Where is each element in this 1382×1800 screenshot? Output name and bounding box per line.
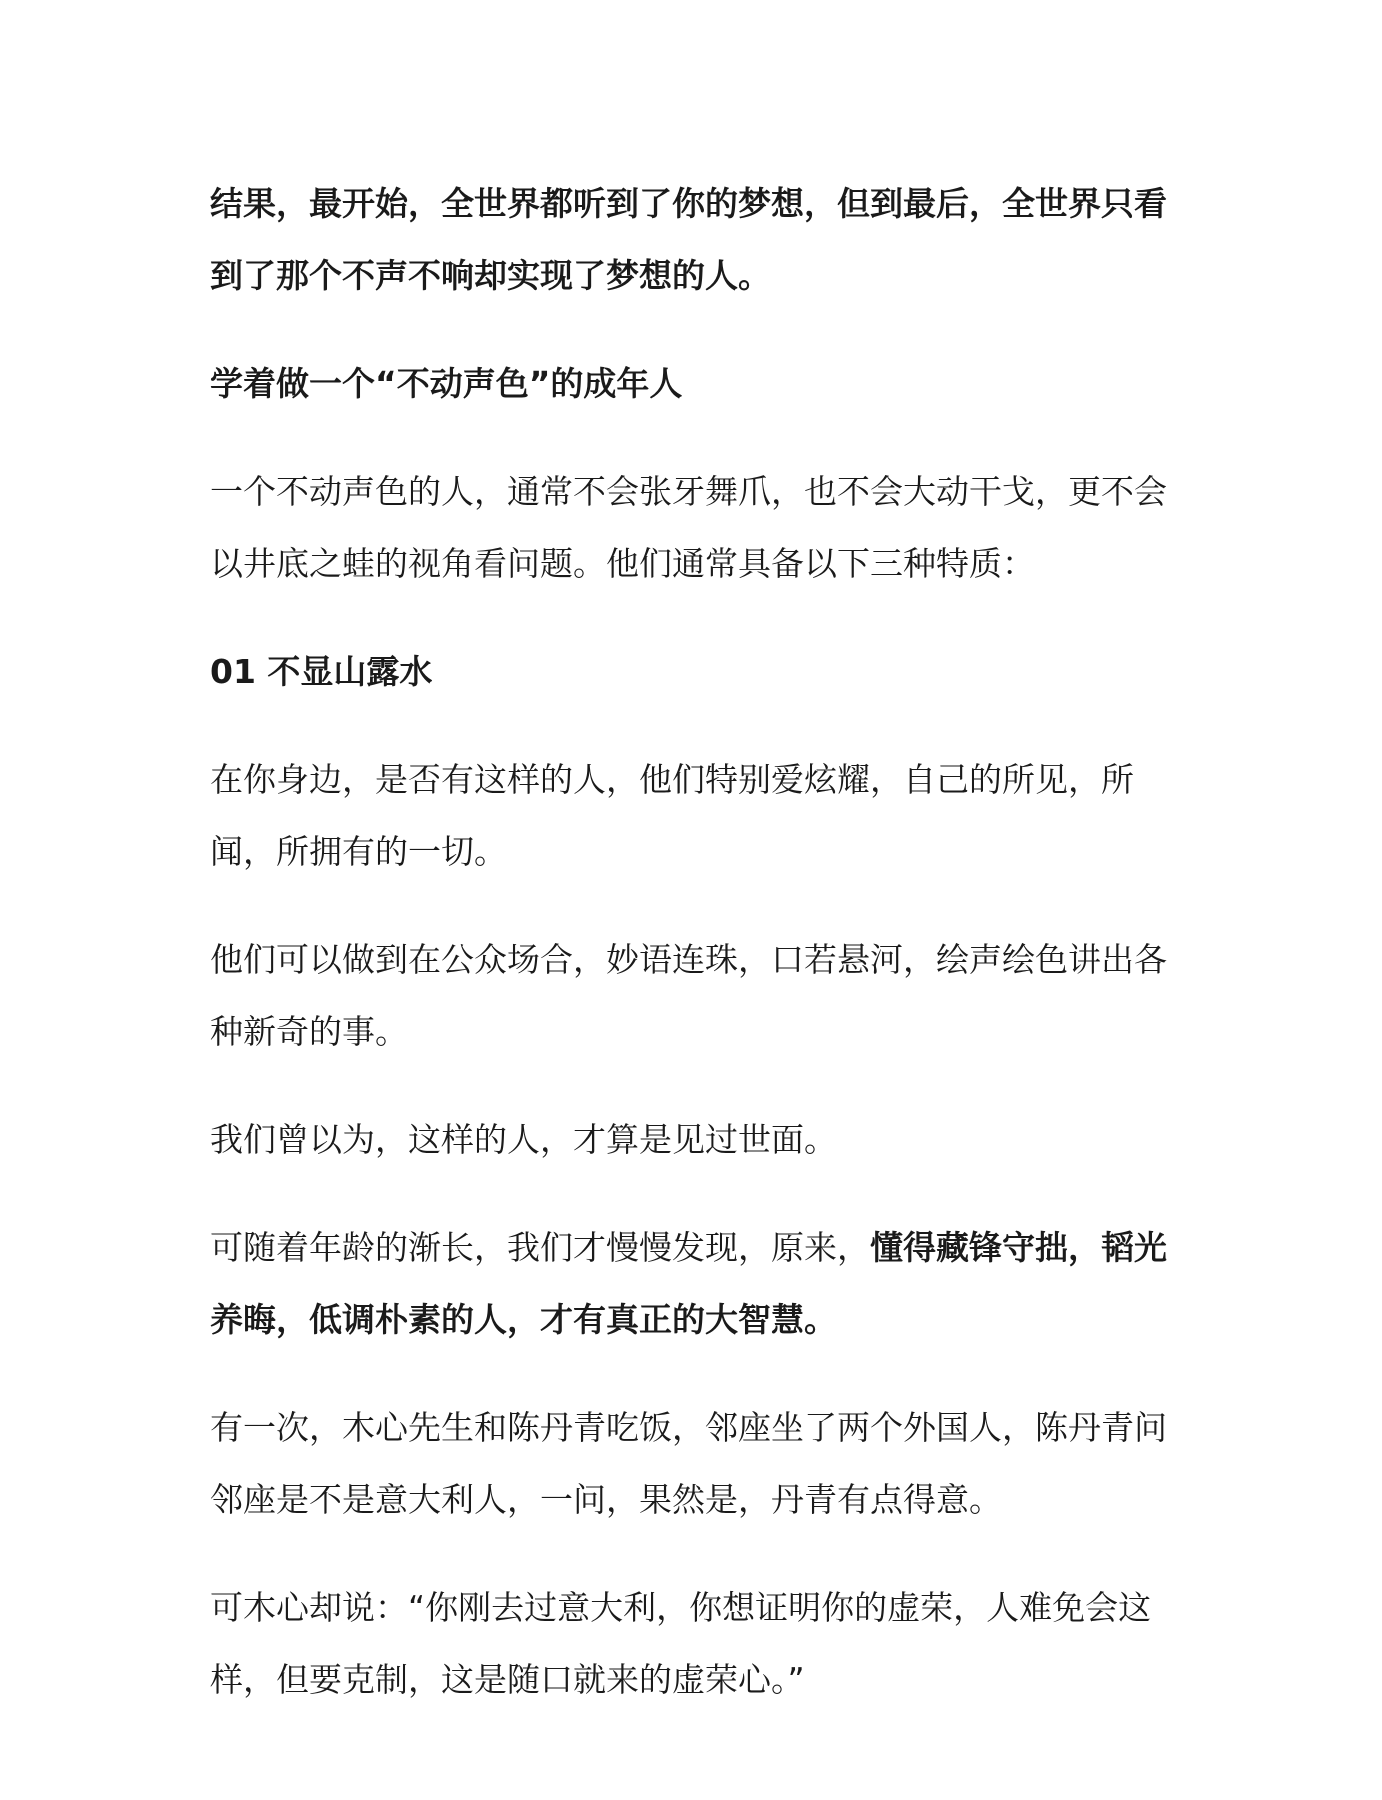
paragraph-wisdom [210,1212,1190,1356]
paragraph-show-off: 在你身边，是否有这样的人，他们特别爱炫耀，自己的所见，所闻，所拥有的一切。 [210,760,1134,871]
paragraph-wisdom-bold: 懂得藏锋守拙，韬光养晦，低调朴素的人，才有真正的大智慧。 [210,1228,1167,1339]
section-heading-title: 学着做一个“不动声色”的成年人 [210,364,683,403]
paragraph-conclusion: 结果，最开始，全世界都听到了你的梦想，但到最后，全世界只看到了那个不声不响却实现了梦想的人。 [210,184,1167,295]
section-heading-01: 01 不显山露水 [210,652,433,691]
paragraph-wisdom-normal: 可随着年龄的渐长，我们才慢慢发现，原来， [210,1228,870,1267]
document-page [210,168,1190,1752]
paragraph-quote: 可木心却说：“你刚去过意大利，你想证明你的虚荣，人难免会这样，但要克制，这是随口就来的虚荣心。” [210,1588,1152,1699]
paragraph-seen-world: 我们曾以为，这样的人，才算是见过世面。 [210,1120,837,1159]
paragraph-anecdote: 有一次，木心先生和陈丹青吃饭，邻座坐了两个外国人，陈丹青问邻座是不是意大利人，一问，果然是，丹青有点得意。 [210,1408,1167,1519]
paragraph-public-speaking: 他们可以做到在公众场合，妙语连珠，口若悬河，绘声绘色讲出各种新奇的事。 [210,940,1167,1051]
paragraph-intro: 一个不动声色的人，通常不会张牙舞爪，也不会大动干戈，更不会以井底之蛙的视角看问题。他们通常具备以下三种特质： [210,472,1167,583]
